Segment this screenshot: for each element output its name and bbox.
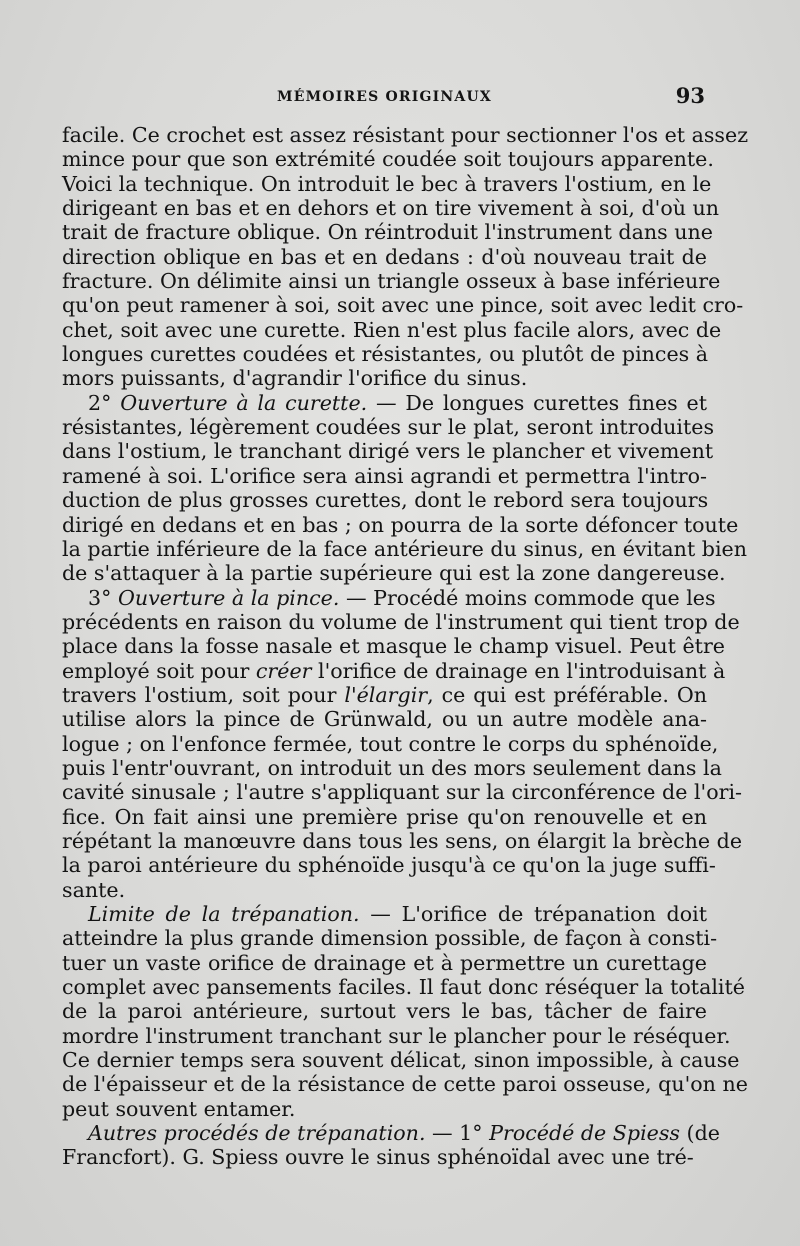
- text-line: [62, 975, 745, 1000]
- italic-phrase: Ouverture à la pince.: [117, 585, 340, 610]
- text-span: 3°: [88, 585, 118, 610]
- text-span: de l'épaisseur et de la résistance de cette paroi osseuse, qu'on ne: [62, 1072, 748, 1097]
- italic-phrase: Limite de la trépanation.: [88, 902, 360, 926]
- text-line: [62, 853, 716, 878]
- text-span: travers l'ostium, soit pour: [62, 682, 345, 707]
- text-span: — Procédé moins commode que les: [339, 585, 716, 610]
- text-line: [62, 755, 722, 780]
- text-line: [62, 609, 740, 634]
- text-span: l'orifice de drainage en l'introduisant à: [311, 658, 726, 683]
- text-span: mordre l'instrument tranchant sur le plancher pour le réséquer.: [62, 1023, 731, 1048]
- text-span: mince pour que son extrémité coudée soit toujours apparente.: [62, 147, 714, 172]
- text-line: [62, 488, 707, 512]
- text-line: [62, 464, 707, 488]
- text-span: , ce qui est préférable. On: [427, 682, 708, 707]
- text-line: [62, 196, 720, 221]
- text-line: [62, 585, 716, 610]
- text-line: [62, 951, 707, 975]
- text-span: logue ; on l'enfonce fermée, tout contre le corps du sphénoïde,: [62, 731, 719, 756]
- text-span: chet, soit avec une curette. Rien n'est plus facile alors, avec de: [62, 317, 722, 342]
- text-span: atteindre la plus grande dimension possible, de façon à consti-: [62, 926, 718, 951]
- text-span: ramené à soi. L'orifice sera ainsi agrandi et permettra l'intro-: [62, 463, 707, 488]
- text-span: dirigé en dedans et en bas ; on pourra de la sorte défoncer toute: [62, 512, 739, 537]
- body-text: [62, 123, 749, 1170]
- text-line: [62, 926, 718, 951]
- text-line: [62, 1097, 707, 1121]
- italic-phrase: créer: [255, 658, 312, 683]
- text-span: fice. On fait ainsi une première prise qu'on renouvelle et en: [62, 804, 707, 829]
- text-line: [62, 391, 707, 415]
- text-line: [62, 536, 747, 561]
- text-line: [62, 683, 707, 707]
- text-line: [62, 512, 739, 537]
- text-span: place dans la fosse nasale et masque le champ visuel. Peut être: [62, 634, 725, 659]
- text-line: [62, 245, 707, 269]
- text-span: tuer un vaste orifice de drainage et à permettre un curettage: [62, 950, 707, 975]
- text-span: Voici la technique. On introduit le bec à travers l'ostium, en le: [62, 171, 712, 196]
- text-span: employé soit pour: [62, 658, 256, 683]
- text-line: [62, 999, 707, 1023]
- text-line: [62, 1023, 731, 1048]
- text-line: [62, 293, 744, 318]
- text-span: Francfort). G. Spiess ouvre le sinus sphénoïdal avec une tré-: [62, 1145, 694, 1170]
- text-line: [62, 171, 712, 196]
- text-line: [62, 415, 715, 440]
- page-header: [62, 83, 707, 113]
- text-span: (de: [679, 1121, 720, 1146]
- text-line: [62, 366, 707, 390]
- text-span: précédents en raison du volume de l'instrument qui tient trop de: [62, 609, 740, 634]
- text-span: trait de fracture oblique. On réintroduit l'instrument dans une: [62, 220, 713, 245]
- text-span: 2°: [88, 390, 121, 415]
- text-span: qu'on peut ramener à soi, soit avec une pince, soit avec ledit cro-: [62, 293, 744, 318]
- text-line: [62, 878, 707, 902]
- text-line: [62, 1072, 748, 1097]
- text-line: [62, 123, 749, 147]
- text-span: duction de plus grosses curettes, dont le rebord sera toujours: [62, 488, 709, 513]
- text-span: peut souvent entamer.: [62, 1096, 296, 1121]
- text-line: [62, 220, 713, 245]
- text-span: — De longues curettes fines et: [367, 390, 707, 415]
- text-span: Ce dernier temps sera souvent délicat, sinon impossible, à cause: [62, 1048, 740, 1073]
- text-span: dans l'ostium, le tranchant dirigé vers le plancher et vivement: [62, 439, 714, 464]
- text-span: sante.: [62, 877, 126, 902]
- text-span: la paroi antérieure du sphénoïde jusqu'à ce qu'on la juge suffi-: [62, 853, 716, 878]
- text-line: [62, 561, 726, 586]
- text-span: dirigeant en bas et en dehors et on tire vivement à soi, d'où un: [62, 196, 720, 221]
- text-span: mors puissants, d'agrandir l'orifice du sinus.: [62, 366, 528, 391]
- text-span: puis l'entr'ouvrant, on introduit un des mors seulement dans la: [62, 755, 722, 780]
- text-span: direction oblique en bas et en dedans : d'où nouveau trait de: [62, 244, 707, 269]
- text-line: [62, 634, 725, 659]
- text-line: [62, 902, 707, 926]
- text-span: — 1°: [425, 1121, 490, 1146]
- italic-phrase: l'élargir: [344, 682, 428, 707]
- text-span: complet avec pansements faciles. Il faut donc réséquer la totalité: [62, 975, 745, 1000]
- text-span: longues curettes coudées et résistantes, ou plutôt de pinces à: [62, 342, 709, 367]
- text-line: [62, 780, 742, 805]
- text-span: répétant la manœuvre dans tous les sens, on élargit la brèche de: [62, 828, 743, 853]
- text-line: [62, 707, 707, 731]
- page-number: 93: [675, 83, 705, 108]
- text-line: [62, 269, 721, 294]
- text-span: résistantes, légèrement coudées sur le plat, seront introduites: [62, 415, 715, 440]
- text-line: [62, 1121, 720, 1146]
- text-span: fracture. On délimite ainsi un triangle osseux à base inférieure: [62, 269, 721, 294]
- text-span: de la paroi antérieure, surtout vers le bas, tâcher de faire: [62, 999, 707, 1024]
- italic-phrase: Procédé de Spiess: [489, 1121, 680, 1146]
- text-line: [62, 1048, 740, 1073]
- text-line: [62, 147, 714, 172]
- running-head: MÉMOIRES ORIGINAUX: [277, 89, 492, 105]
- text-line: [62, 731, 719, 756]
- text-span: de s'attaquer à la partie supérieure qui est la zone dangereuse.: [62, 561, 726, 586]
- text-line: [62, 342, 707, 366]
- text-line: [62, 1145, 707, 1169]
- text-line: [62, 317, 722, 342]
- text-span: — L'orifice de trépanation doit: [359, 902, 707, 926]
- text-span: la partie inférieure de la face antérieure du sinus, en évitant bien: [62, 536, 747, 561]
- text-line: [62, 439, 714, 464]
- italic-phrase: Ouverture à la curette.: [120, 390, 368, 415]
- text-span: cavité sinusale ; l'autre s'appliquant sur la circonférence de l'ori-: [62, 780, 742, 805]
- text-span: utilise alors la pince de Grünwald, ou un autre modèle ana-: [62, 707, 707, 732]
- text-line: [62, 658, 726, 683]
- text-line: [62, 805, 707, 829]
- text-line: [62, 828, 743, 853]
- text-span: facile. Ce crochet est assez résistant pour sectionner l'os et assez: [62, 123, 749, 147]
- italic-phrase: Autres procédés de trépanation.: [88, 1121, 426, 1146]
